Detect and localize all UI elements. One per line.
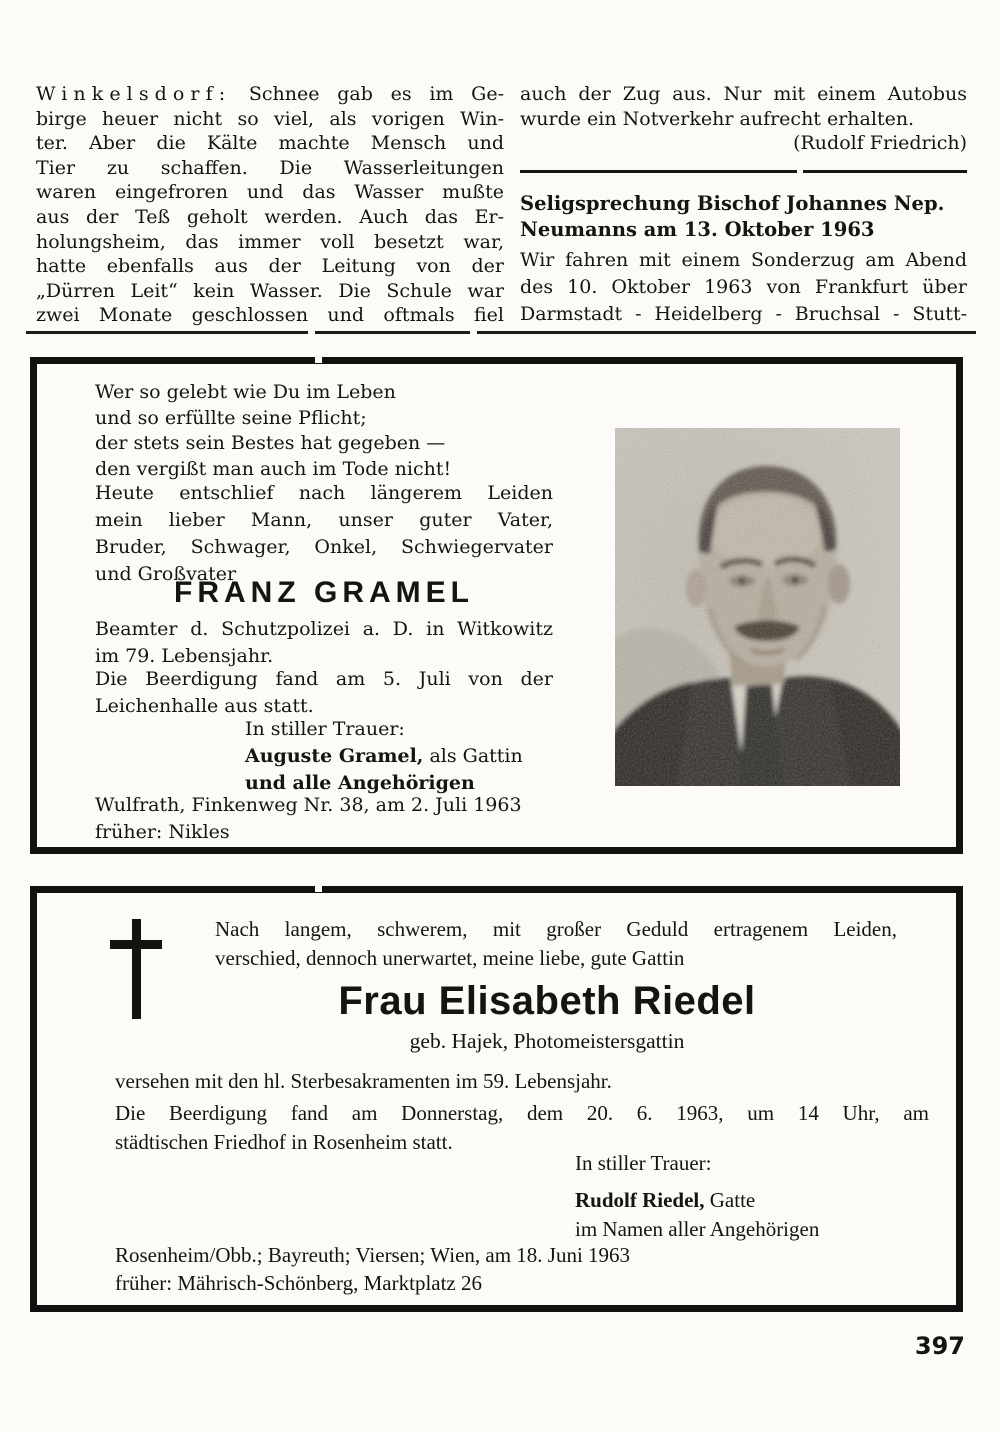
text-line: waren eingefroren und das Wasser mußte [36, 181, 504, 204]
mourner-line: Auguste Gramel, als Gattin [245, 745, 523, 767]
text-line: Leichenhalle aus statt. [95, 695, 314, 717]
portrait-photo [615, 428, 900, 786]
mourner-line: im Namen aller Angehörigen [575, 1217, 820, 1241]
page-number: 397 [914, 1332, 965, 1360]
text-line: Winkelsdorf: Schnee gab es im Ge- [36, 83, 504, 105]
news-column-left [36, 82, 504, 328]
text-line: Nach langem, schwerem, mit großer Geduld ertragenem Leiden, [215, 917, 897, 941]
text-line: hatte ebenfalls aus der Leitung von der [36, 255, 504, 278]
text-line: versehen mit den hl. Sterbesakramenten im 59. Lebensjahr. [115, 1069, 612, 1093]
cross-vertical-bar [132, 919, 141, 1019]
text-line: des 10. Oktober 1963 von Frankfurt über [520, 276, 967, 298]
byline: (Rudolf Friedrich) [793, 132, 967, 155]
mourner-name: Auguste Gramel, [245, 745, 424, 767]
heading-line: Seligsprechung Bischof Johannes Nep. [520, 192, 945, 215]
text-line: Tier zu schaffen. Die Wasserleitungen [36, 156, 504, 179]
text-line: Darmstadt - Heidelberg - Bruchsal - Stutt- [520, 303, 967, 325]
text-line: Wulfrath, Finkenweg Nr. 38, am 2. Juli 1963 [95, 794, 522, 816]
mourning-block [575, 1149, 935, 1244]
deceased-name: Frau Elisabeth Riedel [338, 979, 756, 1023]
text-line: holungsheim, das immer voll besetzt war, [36, 230, 504, 253]
text-line: Wir fahren mit einem Sonderzug am Abend [520, 249, 967, 271]
poem-line: Wer so gelebt wie Du im Leben [95, 381, 396, 403]
mourning-heading: In stiller Trauer: [245, 718, 405, 740]
address-block [115, 1241, 815, 1297]
spaced-lead-word: Winkelsdorf: [36, 83, 232, 105]
text-line: städtischen Friedhof in Rosenheim statt. [115, 1130, 453, 1154]
text-line: ter. Aber die Kälte machte Mensch und [36, 132, 504, 155]
address-block [95, 792, 595, 846]
text-line: früher: Mährisch-Schönberg, Marktplatz 26 [115, 1271, 483, 1295]
text-line: im 79. Lebensjahr. [95, 645, 274, 667]
heading-line: Neumanns am 13. Oktober 1963 [520, 218, 875, 241]
text-line: wurde ein Notverkehr aufrecht erhalten. [520, 107, 915, 130]
scan-gap [700, 1289, 708, 1298]
article-heading [520, 191, 967, 243]
text-line: Die Beerdigung fand am 5. Juli von der [95, 668, 553, 690]
scan-gap [308, 330, 315, 335]
text-line: auch der Zug aus. Nur mit einem Autobus [520, 83, 967, 105]
deceased-subtitle: geb. Hajek, Photomeistersgattin [409, 1029, 685, 1053]
obituary-intro [215, 915, 897, 973]
memorial-poem [95, 380, 515, 482]
sacrament-line [115, 1067, 929, 1096]
article-paragraph [520, 247, 967, 328]
scan-gap [797, 169, 803, 175]
deceased-role [95, 616, 553, 670]
text-line: „Dürren Leit“ kein Wasser. Die Schule war [36, 279, 504, 302]
text-line: aus der Teß geholt werden. Auch das Er- [36, 205, 504, 228]
poem-line: und so erfüllte seine Pflicht; [95, 406, 367, 429]
mourning-heading: In stiller Trauer: [575, 1151, 712, 1175]
scan-gap [313, 829, 320, 838]
mourner-line: und alle Angehörigen [245, 772, 475, 794]
funeral-info [95, 666, 553, 720]
text-line: Heute entschlief nach längerem Leiden [95, 482, 553, 504]
poem-line: der stets sein Bestes hat gegeben — [95, 432, 446, 454]
text-line: birge heuer nicht so viel, als vorigen Win- [36, 107, 504, 130]
column-divider-rule [520, 170, 967, 173]
poem-line: den vergißt man auch im Tode nicht! [95, 457, 452, 480]
mourner-name: Rudolf Riedel, [575, 1188, 705, 1212]
scan-gap [315, 355, 322, 363]
mourner-line: Rudolf Riedel, Gatte [575, 1188, 756, 1212]
scan-gap [470, 330, 477, 335]
obituary-intro [95, 480, 553, 588]
text-line: und Großvater [95, 563, 237, 585]
text-line: Bruder, Schwager, Onkel, Schwiegervater [95, 536, 553, 558]
deceased-name: FRANZ GRAMEL [174, 576, 474, 609]
text-line: früher: Nikles [95, 821, 230, 843]
mourning-block [245, 716, 565, 797]
obituary-box-gramel [30, 357, 963, 854]
news-column-right [520, 82, 967, 156]
cross-horizontal-bar [110, 940, 162, 949]
text-line: Die Beerdigung fand am Donnerstag, dem 20. 6. 1963, um 14 Uhr, am [115, 1101, 929, 1125]
text-line: Rosenheim/Obb.; Bayreuth; Viersen; Wien, am 18. Juni 1963 [115, 1243, 631, 1267]
text-line: mein lieber Mann, unser guter Vater, [95, 509, 553, 531]
text-line: Beamter d. Schutzpolizei a. D. in Witkowitz [95, 618, 553, 640]
text-line: zwei Monate geschlossen und oftmals fiel [36, 304, 504, 327]
text-line: verschied, dennoch unerwartet, meine liebe, gute Gattin [215, 946, 685, 970]
obituary-box-riedel [30, 886, 963, 1312]
scan-gap [315, 884, 322, 892]
section-divider-rule [26, 331, 976, 334]
halftone-portrait [615, 428, 900, 786]
